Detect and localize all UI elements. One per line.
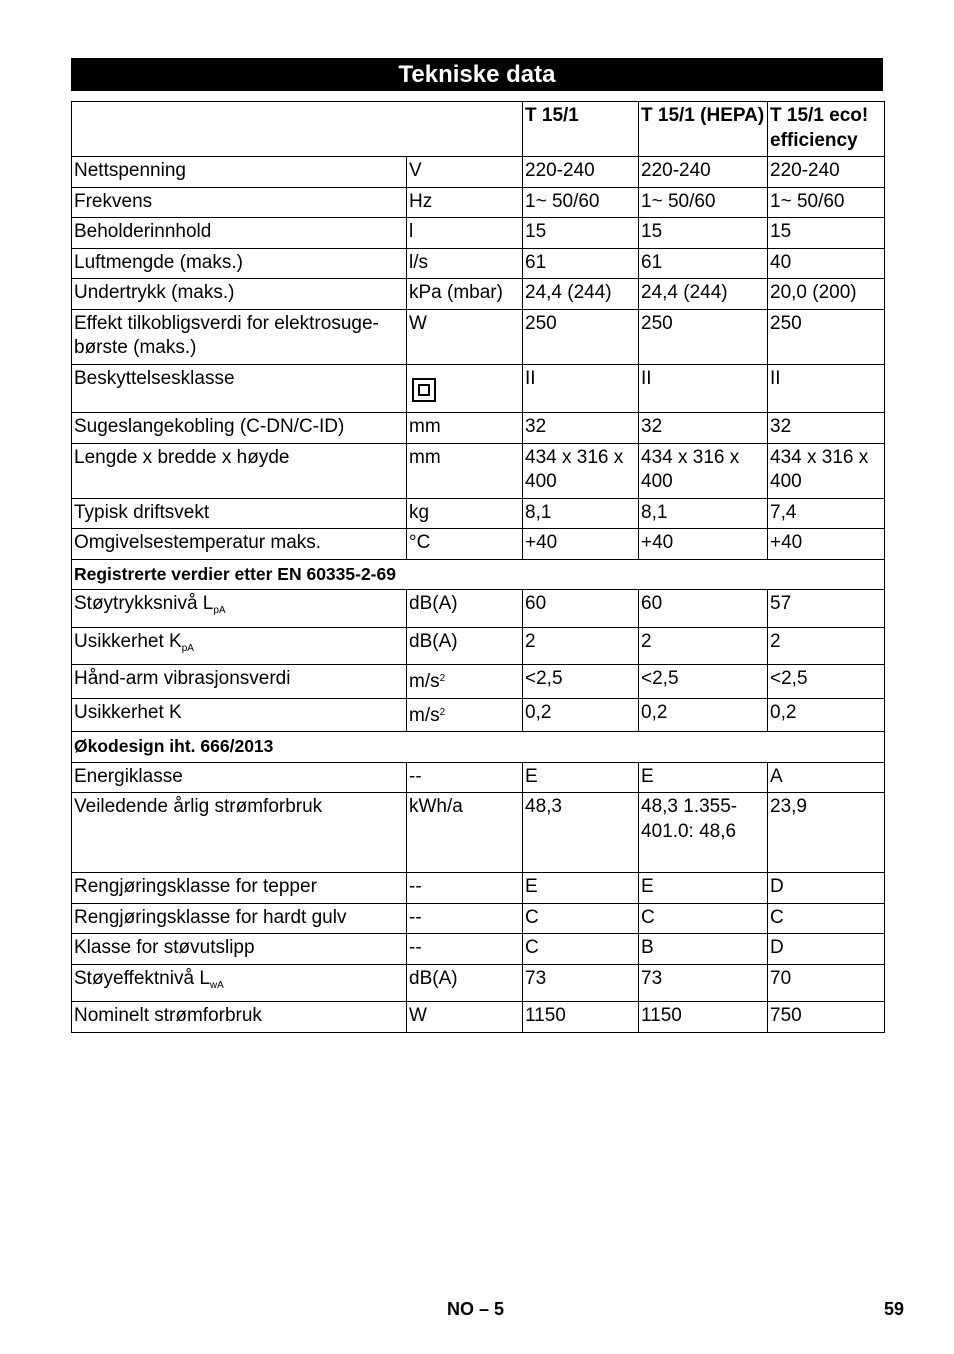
row-unit: m/s <box>409 704 440 726</box>
row-value: 48,3 <box>525 796 562 817</box>
row-value: 32 <box>770 416 792 437</box>
row-label: Usikkerhet K <box>74 701 182 723</box>
table-row <box>72 627 885 665</box>
row-value: 40 <box>770 251 792 273</box>
row-unit-cell <box>407 590 523 628</box>
table-row <box>72 529 885 560</box>
row-value-cell <box>523 964 639 1002</box>
row-label-cell <box>72 762 407 793</box>
row-label: Beholderinnhold <box>74 221 212 242</box>
row-value-cell <box>523 279 639 310</box>
row-label: Beskyttelsesklasse <box>74 367 235 389</box>
row-unit: mm <box>409 446 441 468</box>
row-label: Effekt tilkobligsverdi for elektrosuge-børste (maks.) <box>74 312 379 358</box>
row-value-cell <box>639 964 768 1002</box>
row-value-cell <box>523 793 639 873</box>
row-value-cell <box>639 413 768 444</box>
table-row <box>72 248 885 279</box>
row-unit-cell <box>407 218 523 249</box>
row-value: 1~ 50/60 <box>641 190 716 212</box>
header-empty-cell <box>72 102 523 157</box>
row-value-cell <box>523 590 639 628</box>
row-value: 1150 <box>525 1005 566 1026</box>
row-label: Lengde x bredde x høyde <box>74 446 290 468</box>
section-heading-registered-values <box>72 559 885 590</box>
footer-section-label: NO – 5 <box>447 1299 505 1319</box>
table-row <box>72 364 885 413</box>
row-value-cell <box>639 498 768 529</box>
header-model-t15-1: T 15/1 <box>523 102 639 157</box>
section-heading-ecodesign <box>72 732 885 763</box>
row-value-cell <box>768 218 885 249</box>
row-unit: V <box>409 160 422 181</box>
row-value-cell <box>639 873 768 904</box>
table-row <box>72 498 885 529</box>
row-value-cell <box>768 413 885 444</box>
row-unit-cell <box>407 793 523 873</box>
row-value: D <box>770 937 784 958</box>
footer-page-number: 59 <box>884 1299 905 1319</box>
row-value-cell <box>768 364 885 413</box>
row-label-cell <box>72 873 407 904</box>
row-value: E <box>641 765 654 787</box>
row-value: 2 <box>770 630 781 652</box>
row-value: 60 <box>641 593 663 614</box>
table-row <box>72 309 885 364</box>
table-row <box>72 279 885 310</box>
row-value-cell <box>523 934 639 965</box>
row-value: II <box>770 367 781 389</box>
row-value-cell <box>639 698 768 732</box>
row-value: 61 <box>641 251 663 273</box>
table-row <box>72 443 885 498</box>
row-unit-cell <box>407 903 523 934</box>
row-value-cell <box>639 529 768 560</box>
row-value-cell <box>523 665 639 699</box>
table-row <box>72 1002 885 1033</box>
table-row <box>72 934 885 965</box>
row-label-cell <box>72 279 407 310</box>
row-value: C <box>525 937 539 958</box>
row-value: <2,5 <box>641 668 679 689</box>
row-unit: dB(A) <box>409 593 458 614</box>
row-unit: -- <box>409 765 422 787</box>
row-value: +40 <box>525 532 558 553</box>
table-row <box>72 903 885 934</box>
row-value: II <box>641 367 652 389</box>
row-value-cell <box>523 443 639 498</box>
row-unit-cell <box>407 964 523 1002</box>
row-value-cell <box>768 665 885 699</box>
row-value-cell <box>768 793 885 873</box>
row-value: 250 <box>770 312 802 334</box>
section-heading-ecodesign-cell: Økodesign iht. 666/2013 <box>72 732 885 763</box>
row-unit: m/s <box>409 671 440 692</box>
row-value: 32 <box>525 416 547 437</box>
row-label: Energiklasse <box>74 765 183 787</box>
row-value-cell <box>639 665 768 699</box>
row-value-cell <box>639 793 768 873</box>
row-value: 220-240 <box>770 160 840 181</box>
row-label: Klasse for støvutslipp <box>74 937 255 958</box>
table-row <box>72 218 885 249</box>
page-title: Tekniske data <box>71 58 883 91</box>
row-value-cell <box>523 498 639 529</box>
row-value-cell <box>768 498 885 529</box>
row-label-subscript: wA <box>209 979 224 991</box>
table-row <box>72 157 885 188</box>
table-row <box>72 698 885 732</box>
row-value: E <box>525 876 538 897</box>
row-unit: kWh/a <box>409 796 463 817</box>
row-label-cell <box>72 157 407 188</box>
tech-data-table-body <box>72 102 885 1033</box>
row-label-cell <box>72 413 407 444</box>
row-value-cell <box>523 413 639 444</box>
row-value: A <box>770 765 783 787</box>
row-value-cell <box>639 279 768 310</box>
row-value: 1150 <box>641 1005 682 1026</box>
row-value: B <box>641 937 654 958</box>
row-label: Veiledende årlig strømforbruk <box>74 796 323 817</box>
row-unit-cell <box>407 1002 523 1033</box>
row-value: 250 <box>525 312 557 334</box>
section-heading-registered-values-cell: Registrerte verdier etter EN 60335-2-69 <box>72 559 885 590</box>
row-unit-cell <box>407 187 523 218</box>
row-unit: kPa (mbar) <box>409 282 503 303</box>
row-value-cell <box>523 248 639 279</box>
row-label-cell <box>72 665 407 699</box>
row-value-cell <box>523 903 639 934</box>
row-label: Usikkerhet K <box>74 630 182 652</box>
table-row <box>72 187 885 218</box>
row-label: Sugeslangekobling (C-DN/C-ID) <box>74 416 345 437</box>
row-label-subscript: pA <box>181 642 194 654</box>
row-unit-cell <box>407 413 523 444</box>
row-value: +40 <box>641 532 674 553</box>
row-label: Støytrykksnivå L <box>74 593 214 614</box>
row-unit-cell <box>407 698 523 732</box>
row-unit: kg <box>409 501 430 523</box>
row-value-cell <box>523 873 639 904</box>
row-value-cell <box>639 443 768 498</box>
row-value: 750 <box>770 1005 802 1026</box>
row-value: E <box>525 765 538 787</box>
table-row <box>72 665 885 699</box>
row-label: Rengjøringsklasse for tepper <box>74 876 317 897</box>
header-model-t15-1-hepa: T 15/1 (HEPA) <box>639 102 768 157</box>
table-row <box>72 762 885 793</box>
row-unit-superscript: 2 <box>439 673 446 684</box>
table-header-row <box>72 102 885 157</box>
row-value: 61 <box>525 251 547 273</box>
row-value-cell <box>768 1002 885 1033</box>
row-label: Rengjøringsklasse for hardt gulv <box>74 906 347 928</box>
row-value-cell <box>768 309 885 364</box>
row-value-cell <box>768 279 885 310</box>
row-label-cell <box>72 1002 407 1033</box>
row-value-cell <box>768 443 885 498</box>
row-label: Støyeffektnivå L <box>74 967 210 989</box>
row-value: 24,4 (244) <box>525 282 612 303</box>
row-unit: -- <box>409 906 422 928</box>
row-value-cell <box>523 762 639 793</box>
protection-class-ii-icon <box>412 378 436 402</box>
row-unit-cell <box>407 529 523 560</box>
row-value-cell <box>639 187 768 218</box>
row-value-cell <box>639 762 768 793</box>
row-unit: W <box>409 312 427 334</box>
row-unit: Hz <box>409 190 433 212</box>
row-label-subscript: pA <box>213 605 226 616</box>
row-value: 0,2 <box>641 701 668 723</box>
row-value-cell <box>768 964 885 1002</box>
tech-data-table <box>71 101 885 1033</box>
row-value-cell <box>768 187 885 218</box>
row-value: II <box>525 367 536 389</box>
row-label: Nominelt strømforbruk <box>74 1005 262 1026</box>
row-value: 434 x 316 x 400 <box>525 446 624 492</box>
row-value-cell <box>768 698 885 732</box>
row-value: 15 <box>525 221 547 242</box>
row-label-cell <box>72 964 407 1002</box>
row-value: 15 <box>770 221 792 242</box>
row-label: Omgivelsestemperatur maks. <box>74 532 322 553</box>
row-value-cell <box>768 762 885 793</box>
row-value-cell <box>768 934 885 965</box>
row-value-cell <box>768 627 885 665</box>
row-value-cell <box>639 627 768 665</box>
row-value-cell <box>639 1002 768 1033</box>
row-unit-cell <box>407 934 523 965</box>
row-value: 7,4 <box>770 501 797 523</box>
row-value: 1~ 50/60 <box>770 190 845 212</box>
row-label-cell <box>72 698 407 732</box>
row-label-cell <box>72 187 407 218</box>
row-label-cell <box>72 443 407 498</box>
row-unit: dB(A) <box>409 967 458 989</box>
row-label-cell <box>72 364 407 413</box>
row-value: 15 <box>641 221 663 242</box>
row-value: E <box>641 876 654 897</box>
table-row <box>72 793 885 873</box>
row-value-cell <box>523 187 639 218</box>
row-value: 48,3 1.355-401.0: 48,6 <box>641 796 738 842</box>
row-value-cell <box>639 590 768 628</box>
row-value-cell <box>768 157 885 188</box>
row-label-cell <box>72 934 407 965</box>
row-value: 434 x 316 x 400 <box>770 446 869 492</box>
row-value-cell <box>639 309 768 364</box>
row-label-cell <box>72 248 407 279</box>
row-value-cell <box>523 698 639 732</box>
row-unit-cell <box>407 873 523 904</box>
row-value: 24,4 (244) <box>641 282 728 303</box>
row-value: D <box>770 876 784 897</box>
row-value: 0,2 <box>525 701 552 723</box>
row-unit-cell <box>407 665 523 699</box>
row-label-cell <box>72 627 407 665</box>
row-unit-cell <box>407 364 523 413</box>
row-value: 32 <box>641 416 663 437</box>
row-value-cell <box>639 248 768 279</box>
row-value-cell <box>639 218 768 249</box>
row-value-cell <box>768 248 885 279</box>
row-value-cell <box>768 590 885 628</box>
row-label-cell <box>72 903 407 934</box>
row-unit: °C <box>409 532 431 553</box>
row-value-cell <box>639 903 768 934</box>
row-value-cell <box>768 903 885 934</box>
table-row <box>72 413 885 444</box>
row-value-cell <box>639 934 768 965</box>
row-label: Undertrykk (maks.) <box>74 282 235 303</box>
row-unit-cell <box>407 762 523 793</box>
row-value: <2,5 <box>770 668 808 689</box>
row-label: Luftmengde (maks.) <box>74 251 243 273</box>
row-unit: -- <box>409 937 422 958</box>
row-value-cell <box>523 364 639 413</box>
row-label: Nettspenning <box>74 160 186 181</box>
row-value: 434 x 316 x 400 <box>641 446 740 492</box>
row-value-cell <box>523 627 639 665</box>
row-value-cell <box>768 873 885 904</box>
row-value: 57 <box>770 593 792 614</box>
row-value: 73 <box>525 967 547 989</box>
row-value: 1~ 50/60 <box>525 190 600 212</box>
row-value-cell <box>523 529 639 560</box>
row-value: 20,0 (200) <box>770 282 857 303</box>
row-value: +40 <box>770 532 803 553</box>
row-label-cell <box>72 498 407 529</box>
header-model-t15-1-eco: T 15/1 eco! efficiency <box>768 102 885 157</box>
row-value: C <box>525 906 539 928</box>
row-value-cell <box>523 157 639 188</box>
row-value-cell <box>523 218 639 249</box>
row-value: 250 <box>641 312 673 334</box>
row-value: 220-240 <box>641 160 711 181</box>
row-value: 0,2 <box>770 701 797 723</box>
row-value: <2,5 <box>525 668 563 689</box>
row-unit: -- <box>409 876 422 897</box>
row-label: Typisk driftsvekt <box>74 501 210 523</box>
row-unit-superscript: 2 <box>439 706 446 718</box>
row-value: 60 <box>525 593 547 614</box>
row-unit-cell <box>407 443 523 498</box>
row-value-cell <box>523 1002 639 1033</box>
row-value: C <box>770 906 784 928</box>
row-unit-cell <box>407 309 523 364</box>
row-label-cell <box>72 309 407 364</box>
row-unit: l <box>409 221 414 242</box>
row-value-cell <box>639 364 768 413</box>
table-row <box>72 873 885 904</box>
row-value: 2 <box>641 630 652 652</box>
row-label-cell <box>72 218 407 249</box>
table-row <box>72 590 885 628</box>
row-label-cell <box>72 529 407 560</box>
row-value-cell <box>639 157 768 188</box>
row-label-cell <box>72 590 407 628</box>
row-value: 8,1 <box>525 501 552 523</box>
row-label-cell <box>72 793 407 873</box>
row-value-cell <box>768 529 885 560</box>
row-value: 23,9 <box>770 796 807 817</box>
row-unit-cell <box>407 157 523 188</box>
row-label: Hånd-arm vibrasjonsverdi <box>74 668 291 689</box>
row-unit: l/s <box>409 251 428 273</box>
row-unit-cell <box>407 248 523 279</box>
row-value: 220-240 <box>525 160 595 181</box>
row-unit-cell <box>407 279 523 310</box>
row-value: C <box>641 906 655 928</box>
row-unit-cell <box>407 627 523 665</box>
row-value: 73 <box>641 967 663 989</box>
row-unit: W <box>409 1005 427 1026</box>
row-label: Frekvens <box>74 190 153 212</box>
row-value: 8,1 <box>641 501 668 523</box>
row-value: 70 <box>770 967 792 989</box>
table-row <box>72 964 885 1002</box>
row-value: 2 <box>525 630 536 652</box>
row-unit: mm <box>409 416 441 437</box>
row-unit-cell <box>407 498 523 529</box>
row-value-cell <box>523 309 639 364</box>
row-unit: dB(A) <box>409 630 458 652</box>
